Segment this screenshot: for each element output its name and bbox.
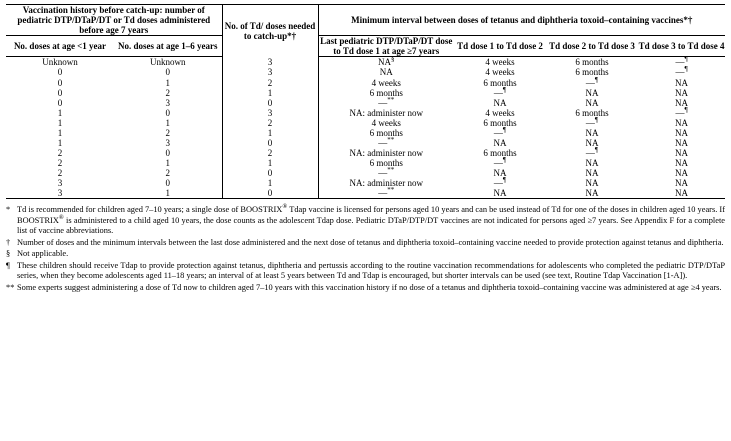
- cell-last-dose-to-td1: —**: [378, 95, 395, 108]
- footnote-text: Td is recommended for children aged 7–10 years; a single dose of BOOSTRIX® Tdap vaccine is licensed for persons aged 10 years and can be used instead of Td for one of the doses in children aged 10 years. If BOOSTRIX® is administered to a child aged 10 years, the dose counts as the adolescent Tdap dose. Pediatric DTaP/DTP/DT vaccines are not indicated for persons aged ≥7 years. See Appendix F for a complete list of vaccine abbreviations.: [17, 203, 725, 235]
- cell-doses-under-1: 0: [57, 97, 63, 108]
- cell-td1-to-td2: 6 months: [483, 148, 517, 159]
- header-col-doses-needed: No. of Td/ doses needed to catch-up*†: [222, 5, 318, 57]
- cell-last-dose-to-td1: 6 months: [369, 127, 403, 138]
- footnote-marker: ¶: [6, 261, 10, 271]
- cell-doses-under-1: 1: [57, 138, 63, 149]
- footnote-text: Some experts suggest administering a dose of Td now to children aged 7–10 years with this vaccination history if no dose of a tetanus and diphtheria toxoid–containing vaccine was administered at age ≥4 years.: [17, 283, 722, 293]
- cell-td3-to-td4: —¶: [675, 55, 688, 68]
- cell-td1-to-td2: 6 months: [483, 117, 517, 128]
- cell-doses-needed: 0: [222, 188, 318, 199]
- table-row: [6, 57, 725, 68]
- cell-doses-under-1: Unknown: [42, 57, 78, 68]
- cell-doses-needed: 3: [222, 67, 318, 77]
- cell-last-dose-to-td1: 4 weeks: [371, 77, 401, 88]
- cell-doses-under-1: 3: [57, 178, 63, 189]
- cell-doses-under-1: 1: [57, 127, 63, 138]
- cell-td1-to-td2: 4 weeks: [485, 107, 515, 118]
- cell-td2-to-td3: 6 months: [575, 67, 609, 78]
- table-row: [6, 128, 725, 138]
- cell-doses-under-1: 0: [57, 87, 63, 98]
- footnote: [6, 249, 725, 259]
- cell-td2-to-td3: 6 months: [575, 107, 609, 118]
- cell-doses-1-to-6: 0: [114, 67, 222, 77]
- cell-td2-to-td3: NA: [585, 168, 599, 179]
- cell-td1-to-td2: 4 weeks: [485, 67, 515, 78]
- table-row: [6, 78, 725, 88]
- header-col-td1-to-td2: Td dose 1 to Td dose 2: [454, 36, 546, 57]
- footnote-marker: §: [6, 249, 11, 259]
- table-row: [6, 98, 725, 108]
- cell-doses-1-to-6: 0: [114, 148, 222, 158]
- cell-td1-to-td2: NA: [493, 97, 507, 108]
- cell-last-dose-to-td1: —**: [378, 136, 395, 149]
- cell-doses-1-to-6: 3: [114, 98, 222, 108]
- cell-td3-to-td4: NA: [675, 178, 689, 189]
- cell-td3-to-td4: —¶: [675, 65, 688, 78]
- table-row: [6, 178, 725, 188]
- cell-doses-1-to-6: 1: [114, 158, 222, 168]
- cell-doses-needed: 1: [222, 128, 318, 138]
- cell-doses-1-to-6: 2: [114, 128, 222, 138]
- cell-td1-to-td2: NA: [493, 138, 507, 149]
- cell-td1-to-td2: 6 months: [483, 77, 517, 88]
- cell-td2-to-td3: NA: [585, 178, 599, 189]
- cell-doses-1-to-6: 0: [114, 108, 222, 118]
- cell-td3-to-td4: NA: [675, 148, 689, 159]
- cell-doses-under-1: 2: [57, 148, 63, 159]
- footnote-marker: *: [6, 205, 11, 215]
- cell-doses-1-to-6: 2: [114, 88, 222, 98]
- table-row: [6, 158, 725, 168]
- table-header: [6, 5, 725, 57]
- cell-td2-to-td3: —¶: [585, 115, 599, 128]
- footnote: [6, 261, 725, 282]
- table-row: [6, 148, 725, 158]
- cell-td3-to-td4: NA: [675, 117, 689, 128]
- table-row: [6, 88, 725, 98]
- cell-doses-needed: 1: [222, 178, 318, 188]
- cell-doses-under-1: 2: [57, 168, 63, 179]
- table-row: [6, 168, 725, 178]
- cell-doses-1-to-6: Unknown: [114, 57, 222, 68]
- cell-td1-to-td2: —¶: [493, 156, 507, 169]
- cell-doses-1-to-6: 3: [114, 138, 222, 148]
- header-group-vaccination-history: Vaccination history before catch-up: number of pediatric DTP/DTaP/DT or Td doses administered before age 7 years: [6, 5, 222, 36]
- cell-last-dose-to-td1: NA: administer now: [349, 178, 424, 189]
- cell-doses-needed: 1: [222, 88, 318, 98]
- cell-doses-needed: 3: [222, 57, 318, 68]
- cell-doses-needed: 3: [222, 108, 318, 118]
- footnote-text: Not applicable.: [17, 249, 69, 259]
- cell-td1-to-td2: NA: [493, 168, 507, 179]
- cell-last-dose-to-td1: —**: [318, 188, 454, 199]
- cell-td2-to-td3: —¶: [585, 75, 599, 88]
- cell-doses-needed: 2: [222, 118, 318, 128]
- footnote: [6, 238, 725, 248]
- cell-td3-to-td4: NA: [675, 168, 689, 179]
- cell-td3-to-td4: —¶: [675, 105, 688, 118]
- vaccination-catchup-table: [6, 4, 725, 199]
- cell-td2-to-td3: NA: [585, 87, 599, 98]
- cell-td2-to-td3: 6 months: [575, 57, 609, 68]
- cell-doses-under-1: 0: [57, 77, 63, 88]
- cell-last-dose-to-td1: —**: [378, 166, 395, 179]
- cell-last-dose-to-td1: 6 months: [369, 87, 403, 98]
- cell-td3-to-td4: NA: [638, 188, 725, 199]
- cell-td1-to-td2: —¶: [493, 176, 507, 189]
- cell-doses-needed: 2: [222, 148, 318, 158]
- header-col-doses-under-1: No. doses at age <1 year: [6, 36, 114, 57]
- cell-doses-under-1: 1: [57, 117, 63, 128]
- header-col-td2-to-td3: Td dose 2 to Td dose 3: [546, 36, 638, 57]
- table-row: [6, 67, 725, 77]
- cell-doses-under-1: 1: [57, 107, 63, 118]
- cell-td1-to-td2: NA: [454, 188, 546, 199]
- cell-td1-to-td2: —¶: [493, 85, 507, 98]
- cell-doses-1-to-6: 2: [114, 168, 222, 178]
- cell-td2-to-td3: —¶: [585, 146, 599, 159]
- cell-td3-to-td4: NA: [675, 127, 689, 138]
- cell-last-dose-to-td1: NA§: [378, 55, 395, 68]
- cell-doses-needed: 0: [222, 138, 318, 148]
- cell-last-dose-to-td1: NA: administer now: [349, 148, 424, 159]
- table-body: [6, 57, 725, 199]
- cell-doses-needed: 1: [222, 158, 318, 168]
- footnotes-section: [6, 205, 725, 293]
- cell-doses-needed: 0: [222, 98, 318, 108]
- table-row: [6, 108, 725, 118]
- header-col-td3-to-td4: Td dose 3 to Td dose 4: [638, 36, 725, 57]
- table-row: [6, 138, 725, 148]
- cell-td3-to-td4: NA: [675, 158, 689, 169]
- cell-td2-to-td3: NA: [585, 97, 599, 108]
- footnote-marker: †: [6, 237, 11, 247]
- table-row: [6, 118, 725, 128]
- cell-last-dose-to-td1: NA: [379, 67, 393, 78]
- cell-doses-1-to-6: 1: [114, 188, 222, 199]
- header-group-minimum-interval: Minimum interval between doses of tetanus and diphtheria toxoid–containing vaccines*†: [318, 5, 725, 36]
- cell-td3-to-td4: NA: [675, 138, 689, 149]
- cell-td2-to-td3: NA: [585, 127, 599, 138]
- cell-td3-to-td4: NA: [675, 87, 689, 98]
- footnote-marker: **: [6, 283, 15, 293]
- footnote-text: Number of doses and the minimum intervals between the last dose administered and the next dose of tetanus and diphtheria toxoid–containing vaccine needed to provide protection against tetanus and diphtheria.: [17, 237, 724, 247]
- cell-td3-to-td4: NA: [675, 77, 689, 88]
- cell-last-dose-to-td1: 4 weeks: [371, 117, 401, 128]
- cell-doses-needed: 0: [222, 168, 318, 178]
- cell-td3-to-td4: NA: [675, 97, 689, 108]
- header-col-last-dose-to-td1: Last pediatric DTP/DTaP/DT dose to Td dose 1 at age ≥7 years: [318, 36, 454, 57]
- cell-doses-1-to-6: 1: [114, 78, 222, 88]
- cell-doses-under-1: 3: [6, 188, 114, 199]
- cell-td1-to-td2: —¶: [493, 125, 507, 138]
- footnote: [6, 283, 725, 293]
- cell-td2-to-td3: NA: [585, 138, 599, 149]
- table-row: [6, 188, 725, 199]
- cell-doses-needed: 2: [222, 78, 318, 88]
- footnote: [6, 205, 725, 236]
- cell-td2-to-td3: NA: [546, 188, 638, 199]
- cell-last-dose-to-td1: NA: administer now: [349, 107, 424, 118]
- header-col-doses-1-to-6: No. doses at age 1–6 years: [114, 36, 222, 57]
- cell-last-dose-to-td1: 6 months: [369, 158, 403, 169]
- cell-td1-to-td2: 4 weeks: [485, 57, 515, 68]
- cell-doses-1-to-6: 0: [114, 178, 222, 188]
- footnote-text: These children should receive Tdap to provide protection against tetanus, diphtheria and pertussis according to the routine vaccination recommendations for adolescents who completed the pediatric DTP/DTaP series, when they become adolescents aged 11–18 years; an interval of at least 5 years between Td and Tdap is encouraged, but shorter intervals can be used (see text, Routine Tdap Vaccination [1-A]).: [17, 261, 725, 281]
- cell-doses-under-1: 2: [57, 158, 63, 169]
- cell-td2-to-td3: NA: [585, 158, 599, 169]
- cell-doses-1-to-6: 1: [114, 118, 222, 128]
- cell-doses-under-1: 0: [57, 67, 63, 78]
